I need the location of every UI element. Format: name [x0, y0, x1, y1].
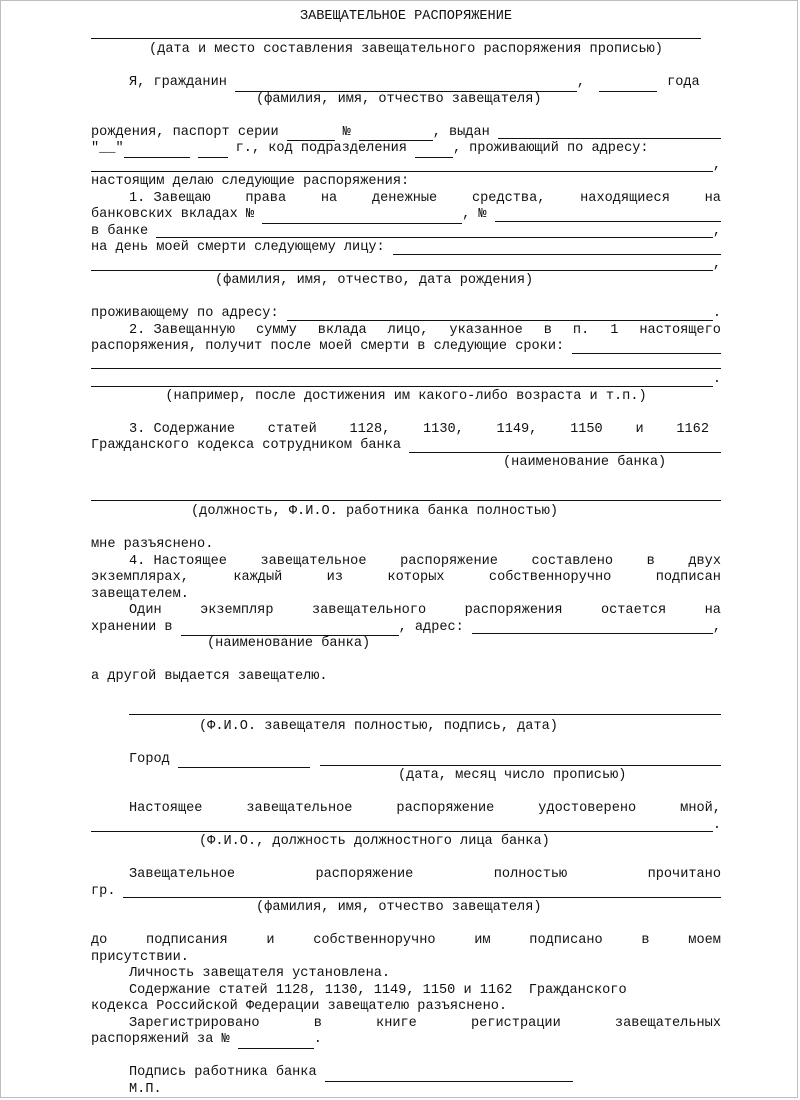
- word: 1150: [570, 421, 603, 437]
- label-in-bank: в банке: [91, 223, 149, 239]
- birth-year-field[interactable]: [599, 79, 657, 92]
- label-explained: мне разъяснено.: [91, 537, 214, 552]
- bank-field[interactable]: [156, 225, 713, 238]
- signed-line-1: [91, 933, 721, 950]
- word: 1162: [676, 421, 709, 437]
- label-civil-code-employee: Гражданского кодекса сотрудником банка: [91, 438, 401, 453]
- word: права: [245, 190, 287, 206]
- hint-position: (должность, Ф.И.О. работника банка полностью): [191, 504, 559, 519]
- word: средства,: [471, 190, 546, 206]
- clause-5-line-1: [91, 603, 721, 620]
- label-hereby: настоящим делаю следующие распоряжения:: [91, 174, 410, 189]
- word: на: [704, 603, 721, 618]
- word: 2. Завещанную: [129, 322, 236, 338]
- hint-fio-sign: (Ф.И.О. завещателя полностью, подпись, дата): [199, 718, 558, 734]
- signed-line-2: присутствии.: [91, 949, 189, 965]
- date-words-field[interactable]: [320, 753, 721, 766]
- employee-field[interactable]: [91, 488, 721, 501]
- hint-official: (Ф.И.О., должность должностного лица банка): [199, 834, 550, 849]
- terms-field-1[interactable]: [572, 341, 721, 354]
- hint-date-place: (дата и место составления завещательного распоряжения прописью): [149, 42, 663, 57]
- issue-year-field[interactable]: [198, 145, 228, 158]
- word: 1128,: [349, 421, 391, 437]
- word: удостоверено: [538, 801, 637, 816]
- account-number-field-2[interactable]: [495, 209, 722, 222]
- word: завещательное: [260, 553, 367, 569]
- word: которых: [387, 570, 445, 585]
- hint-example: (например, после достижения им какого-либо возраста и т.п.): [165, 388, 647, 404]
- word: 1149,: [496, 421, 538, 437]
- label-storage: хранении в: [91, 619, 173, 635]
- word: и: [635, 421, 644, 437]
- word: полностью: [493, 867, 568, 882]
- word: подписано: [529, 933, 603, 948]
- word: 1. Завещаю: [129, 190, 211, 206]
- civil-code-line-1: Содержание статей 1128, 1130, 1149, 1150 и 1162 Гражданского: [129, 982, 627, 998]
- word: указанное: [449, 322, 523, 338]
- department-code-field[interactable]: [415, 145, 453, 158]
- terms-field-2[interactable]: [91, 356, 721, 369]
- registered-line-1: [91, 1016, 721, 1033]
- word: экземпляр: [200, 603, 274, 618]
- word: Зарегистрировано: [129, 1015, 260, 1031]
- passport-issuer-field[interactable]: [498, 126, 721, 139]
- word: Завещательное: [129, 867, 236, 882]
- issue-month-field[interactable]: [124, 145, 190, 158]
- word: им: [474, 933, 491, 948]
- reader-name-field[interactable]: [123, 885, 721, 898]
- clause-4-line-2: [91, 570, 721, 587]
- word: из: [326, 570, 343, 585]
- label-registry: распоряжений за №: [91, 1032, 230, 1047]
- date-place-field[interactable]: [91, 26, 701, 39]
- word: распоряжение: [396, 801, 495, 816]
- word: двух: [688, 553, 721, 569]
- word: в: [543, 322, 552, 338]
- word: и: [266, 933, 275, 948]
- hint-fio-testator: (фамилия, имя, отчество завещателя): [256, 91, 542, 107]
- certification-line-1: [91, 801, 721, 818]
- storage-address-field[interactable]: [472, 621, 713, 634]
- heir-field-2[interactable]: [91, 258, 713, 271]
- civil-code-line-2: кодекса Российской Федерации завещателю разъяснено.: [91, 999, 508, 1014]
- word: на: [704, 190, 721, 206]
- stamp-place: М.П.: [129, 1081, 162, 1097]
- word: регистрации: [471, 1015, 561, 1031]
- clause-4-line-1: [91, 554, 721, 571]
- clause-1-line-1: [91, 191, 721, 208]
- word: подписан: [655, 570, 721, 585]
- word: вклада: [317, 322, 367, 338]
- word: собственноручно: [313, 933, 436, 948]
- label-residing: проживающий по адресу:: [469, 141, 649, 156]
- label-issued: выдан: [448, 124, 490, 140]
- word: сумму: [256, 322, 297, 338]
- word: завещательного: [311, 603, 427, 618]
- label-death-day: на день моей смерти следующему лицу:: [91, 240, 385, 255]
- hint-fio-testator-2: (фамилия, имя, отчество завещателя): [256, 900, 542, 915]
- hint-fio-birth: (фамилия, имя, отчество, дата рождения): [215, 273, 534, 288]
- label-bank-employee-signature: Подпись работника банка: [129, 1065, 317, 1080]
- document-title: ЗАВЕЩАТЕЛЬНОЕ РАСПОРЯЖЕНИЕ: [299, 9, 513, 24]
- word: п.: [572, 322, 590, 338]
- word: лицо,: [387, 322, 429, 338]
- registry-number-field[interactable]: [238, 1036, 314, 1049]
- passport-series-field[interactable]: [287, 128, 335, 141]
- read-line-1: [91, 867, 721, 884]
- clause-4-line-3: завещателем.: [91, 586, 189, 602]
- word: прочитано: [647, 867, 721, 882]
- word: остается: [600, 603, 667, 618]
- label-gr: гр.: [91, 883, 116, 899]
- terms-field-3[interactable]: [91, 374, 713, 387]
- account-number-field-1[interactable]: [262, 211, 462, 224]
- word: находящиеся: [580, 190, 670, 206]
- hint-date-words: (дата, месяц число прописью): [398, 768, 627, 783]
- hint-bank-name-2: (наименование банка): [207, 636, 371, 651]
- word: мной,: [680, 801, 721, 816]
- address-field[interactable]: [91, 159, 713, 172]
- word: распоряжение: [400, 553, 498, 569]
- label-bank-accounts: банковских вкладах №: [91, 207, 255, 222]
- word: 3. Содержание: [129, 421, 236, 437]
- label-i-citizen: Я, гражданин: [129, 75, 227, 90]
- word: подписания: [146, 933, 228, 948]
- label-birth-passport: рождения, паспорт серии: [91, 124, 279, 140]
- label-department-code: г., код подразделения: [235, 141, 407, 156]
- word: экземплярах,: [91, 570, 189, 585]
- hint-bank-name: (наименование банка): [503, 454, 667, 470]
- word: Один: [129, 603, 162, 618]
- word: в: [641, 933, 650, 948]
- word: 4. Настоящее: [129, 553, 227, 569]
- official-field[interactable]: [91, 819, 713, 832]
- label-terms: распоряжения, получит после моей смерти в следующие сроки:: [91, 339, 565, 354]
- city-field[interactable]: [178, 755, 310, 768]
- clause-2-line-1: [91, 323, 721, 340]
- word: моем: [688, 933, 721, 948]
- heir-address-field[interactable]: [287, 308, 713, 321]
- identity-line: Личность завещателя установлена.: [129, 966, 391, 981]
- word: денежные: [371, 190, 438, 206]
- word: настоящего: [639, 322, 721, 338]
- word: в: [313, 1015, 322, 1031]
- bank-employee-signature-field[interactable]: [325, 1069, 573, 1082]
- word: в: [646, 553, 655, 569]
- word: до: [91, 933, 108, 948]
- label-residing-2: проживающему по адресу:: [91, 306, 279, 321]
- word: Настоящее: [129, 801, 203, 816]
- label-city: Город: [129, 751, 170, 767]
- word: 1130,: [423, 421, 464, 437]
- word: распоряжения: [464, 603, 563, 618]
- heir-field-1[interactable]: [393, 242, 721, 255]
- word: статей: [267, 421, 317, 437]
- passport-number-field[interactable]: [359, 128, 433, 141]
- word: собственноручно: [488, 570, 612, 585]
- testator-signature-field[interactable]: [129, 702, 721, 715]
- word: на: [320, 190, 338, 206]
- word: 1: [610, 322, 619, 338]
- word: завещательных: [614, 1015, 721, 1031]
- label-year: года: [667, 75, 700, 90]
- word: составлено: [531, 553, 614, 569]
- clause-3-line-1: [91, 422, 721, 439]
- word: каждый: [233, 570, 283, 585]
- word: завещательное: [246, 801, 353, 816]
- bank-name-field[interactable]: [409, 440, 721, 453]
- citizen-name-field[interactable]: [235, 79, 577, 92]
- word: распоряжение: [315, 867, 414, 882]
- word: книге: [376, 1015, 417, 1031]
- will-form: ЗАВЕЩАТЕЛЬНОЕ РАСПОРЯЖЕНИЕ (дата и место составления завещательного распоряжения прописью) Я, гражданин , года (фамилия, имя, отчество завещателя) рождения, паспорт серии № , выдан "__" г., код подразделения , проживающий по адресу: , настоящим делаю следующие распоряжения: 1. Завещаю права на денежные средства, находящиеся на банковских вкладах № , № в банке , на день моей смерти следующему лицу: , (фамилия, имя, отчество, дата рождения) проживающему по адресу: . 2. Завещанную сумму вклада лицо, указанное в п. 1 настоящего распоряжения, получит после моей смерти в следующие сроки: . (например, после достижения им какого-либо возраста и т.п.) 3. Содержание статей 1128, 1130, 1149, 1150 и 1162 Гражданского кодекса сотрудником банка (наименование банка) (должность, Ф.И.О. работника банка полностью) мне разъяснено. 4. Настоящее завещательное распоряжение составлено в двух экземплярах, каждый из которых собственноручно подписан завещателем. Один экземпляр завещательного распоряжения остается на хранении в , адрес: , (наименование банка) а другой выдается завещателю. (Ф.И.О. завещателя полностью, подпись, дата) Город (дата, месяц число прописью) Настоящее завещательное распоряжение удостоверено мной, . (Ф.И.О., должность должностного лица банка) Завещательное распоряжение полностью прочитано гр. (фамилия, имя, отчество завещателя) до подписания и собственноручно им подписано в моем присутствии. Личность завещателя установлена. Содержание статей 1128, 1130, 1149, 1150 и 1162 Гражданского кодекса Российской Федерации завещателю разъяснено. Зарегистрировано в книге регистрации завещательных распоряжений за № . Подпись работника банка М.П.: [91, 9, 721, 1097]
- storage-bank-field[interactable]: [181, 623, 399, 636]
- label-other-copy: а другой выдается завещателю.: [91, 669, 328, 684]
